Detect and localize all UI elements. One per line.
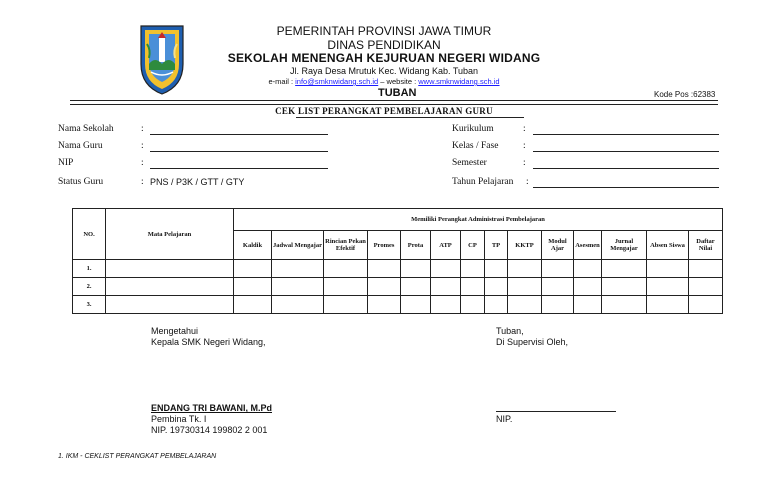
check-cell[interactable] — [324, 278, 368, 296]
column-header-daftar-nilai: Daftar Nilai — [689, 231, 723, 260]
department-name: DINAS PENDIDIKAN — [327, 38, 441, 52]
subject-cell[interactable] — [106, 260, 234, 278]
nip-input[interactable] — [150, 168, 328, 169]
semester-input[interactable] — [533, 168, 719, 169]
check-cell[interactable] — [574, 260, 602, 278]
field-colon: : — [526, 177, 529, 187]
check-cell[interactable] — [602, 278, 647, 296]
place-date-label: Tuban, — [496, 326, 524, 336]
check-cell[interactable] — [602, 260, 647, 278]
email-prefix: e-mail : — [268, 77, 296, 86]
contact-line — [0, 77, 768, 86]
field-colon: : — [523, 124, 526, 134]
column-header-atp: ATP — [431, 231, 461, 260]
subject-cell[interactable] — [106, 296, 234, 314]
check-cell[interactable] — [324, 296, 368, 314]
teacher-status-options[interactable]: PNS / P3K / GTT / GTY — [150, 177, 245, 187]
academic-year-input[interactable] — [533, 187, 719, 188]
column-header-prota: Prota — [401, 231, 431, 260]
column-header-kktp: KKTP — [508, 231, 542, 260]
column-header-promes: Promes — [368, 231, 401, 260]
province-name: PEMERINTAH PROVINSI JAWA TIMUR — [276, 24, 492, 38]
check-cell[interactable] — [272, 260, 324, 278]
check-cell[interactable] — [542, 278, 574, 296]
column-header-no: NO. — [73, 209, 106, 260]
teacher-name-input[interactable] — [150, 151, 328, 152]
check-cell[interactable] — [401, 278, 431, 296]
check-cell[interactable] — [542, 296, 574, 314]
supervisor-signature-line[interactable] — [496, 411, 616, 412]
supervisor-nip: NIP. — [496, 414, 513, 424]
check-cell[interactable] — [485, 296, 508, 314]
field-label-semester: Semester — [452, 158, 487, 168]
table-row — [73, 278, 723, 296]
table-row — [73, 296, 723, 314]
principal-name: ENDANG TRI BAWANI, M.Pd — [151, 403, 272, 413]
check-cell[interactable] — [647, 296, 689, 314]
column-header-jadwal-mengajar: Jadwal Mengajar — [272, 231, 324, 260]
check-cell[interactable] — [401, 260, 431, 278]
check-cell[interactable] — [602, 296, 647, 314]
subject-cell[interactable] — [106, 278, 234, 296]
check-cell[interactable] — [461, 260, 485, 278]
check-cell[interactable] — [368, 260, 401, 278]
field-colon: : — [523, 158, 526, 168]
check-cell[interactable] — [368, 278, 401, 296]
column-header-jurnal-mengajar: Jurnal Mengajar — [602, 231, 647, 260]
check-cell[interactable] — [234, 260, 272, 278]
check-cell[interactable] — [574, 278, 602, 296]
field-colon: : — [141, 141, 144, 151]
field-colon: : — [523, 141, 526, 151]
field-label-year: Tahun Pelajaran — [452, 177, 514, 187]
website-link[interactable]: www.smknwidang.sch.id — [418, 77, 500, 86]
check-cell[interactable] — [234, 296, 272, 314]
check-cell[interactable] — [508, 278, 542, 296]
principal-nip: NIP. 19730314 199802 2 001 — [151, 425, 268, 435]
check-cell[interactable] — [689, 296, 723, 314]
principal-title: Kepala SMK Negeri Widang, — [151, 337, 266, 347]
principal-rank: Pembina Tk. I — [151, 414, 207, 424]
check-cell[interactable] — [508, 296, 542, 314]
check-cell[interactable] — [689, 278, 723, 296]
check-cell[interactable] — [542, 260, 574, 278]
supervisor-label: Di Supervisi Oleh, — [496, 337, 569, 347]
form-title: CEK LIST PERANGKAT PEMBELAJARAN GURU — [275, 106, 493, 116]
check-cell[interactable] — [647, 278, 689, 296]
field-label-school: Nama Sekolah — [58, 124, 114, 134]
column-header-subject: Mata Pelajaran — [106, 209, 234, 260]
email-link[interactable]: info@smknwidang.sch.id — [295, 77, 379, 86]
school-address: Jl. Raya Desa Mrutuk Kec. Widang Kab. Tuban — [289, 66, 479, 76]
school-name: SEKOLAH MENENGAH KEJURUAN NEGERI WIDANG — [227, 51, 541, 65]
field-colon: : — [141, 124, 144, 134]
row-number: 1. — [73, 260, 106, 278]
check-cell[interactable] — [647, 260, 689, 278]
field-colon: : — [141, 158, 144, 168]
field-label-nip: NIP — [58, 158, 74, 168]
school-name-input[interactable] — [150, 134, 328, 135]
check-cell[interactable] — [508, 260, 542, 278]
class-phase-input[interactable] — [533, 151, 719, 152]
column-header-asesmen: Asesmen — [574, 231, 602, 260]
form-title-underline — [296, 117, 524, 118]
field-label-class: Kelas / Fase — [452, 141, 499, 151]
column-header-absen-siswa: Absen Siswa — [647, 231, 689, 260]
city-name: TUBAN — [378, 87, 417, 99]
check-cell[interactable] — [272, 296, 324, 314]
table-row — [73, 260, 723, 278]
field-label-teacher: Nama Guru — [58, 141, 103, 151]
column-header-rincian-pekan-efektif: Rincian Pekan Efektif — [324, 231, 368, 260]
field-colon: : — [141, 177, 144, 187]
website-prefix: – website : — [378, 77, 419, 86]
check-cell[interactable] — [574, 296, 602, 314]
row-number: 3. — [73, 296, 106, 314]
column-header-kaldik: Kaldik — [234, 231, 272, 260]
check-cell[interactable] — [485, 278, 508, 296]
check-cell[interactable] — [431, 296, 461, 314]
header-divider — [70, 100, 718, 101]
acknowledge-label: Mengetahui — [151, 326, 199, 336]
check-cell[interactable] — [461, 278, 485, 296]
row-number: 2. — [73, 278, 106, 296]
field-label-status: Status Guru — [58, 177, 104, 187]
column-header-tp: TP — [485, 231, 508, 260]
header-divider-thin — [70, 104, 718, 105]
check-cell[interactable] — [431, 260, 461, 278]
check-cell[interactable] — [431, 278, 461, 296]
check-cell[interactable] — [368, 296, 401, 314]
check-cell[interactable] — [485, 260, 508, 278]
check-cell[interactable] — [324, 260, 368, 278]
checklist-table — [72, 208, 723, 314]
postal-code: Kode Pos :62383 — [654, 90, 716, 99]
check-cell[interactable] — [689, 260, 723, 278]
curriculum-input[interactable] — [533, 134, 719, 135]
document-footer: 1. IKM - CEKLIST PERANGKAT PEMBELAJARAN — [58, 453, 217, 460]
column-header-cp: CP — [461, 231, 485, 260]
field-label-curriculum: Kurikulum — [452, 124, 494, 134]
check-cell[interactable] — [272, 278, 324, 296]
column-group-header: Memiliki Perangkat Administrasi Pembelajaran — [234, 209, 723, 231]
check-cell[interactable] — [401, 296, 431, 314]
check-cell[interactable] — [234, 278, 272, 296]
check-cell[interactable] — [461, 296, 485, 314]
column-header-modul-ajar: Modul Ajar — [542, 231, 574, 260]
